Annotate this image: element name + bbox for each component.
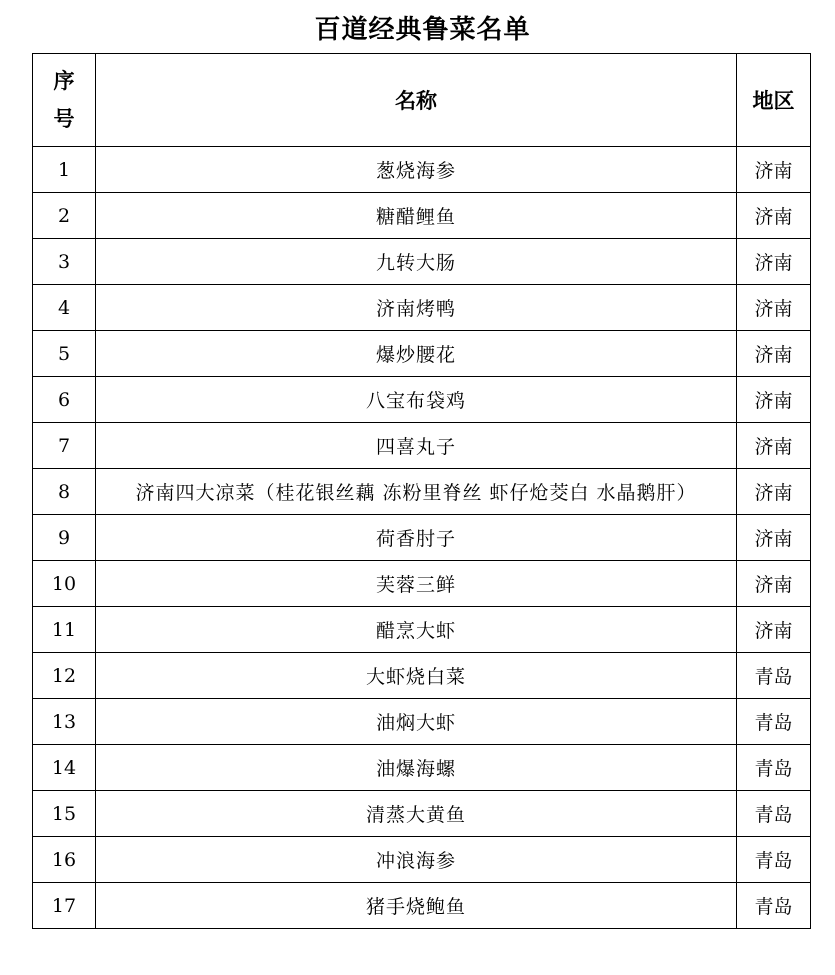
- table-header-row: [33, 54, 811, 147]
- dish-name: 葱烧海参: [96, 147, 737, 193]
- dish-region: 济南: [737, 469, 811, 515]
- table-row: [33, 653, 811, 699]
- table-row: [33, 745, 811, 791]
- row-number: 1: [33, 147, 96, 193]
- dish-name: 清蒸大黄鱼: [96, 791, 737, 837]
- dish-region: 青岛: [737, 653, 811, 699]
- table-row: [33, 193, 811, 239]
- dish-region: 济南: [737, 377, 811, 423]
- table-row: [33, 791, 811, 837]
- row-number: 12: [33, 653, 96, 699]
- dish-region: 济南: [737, 239, 811, 285]
- table-row: [33, 561, 811, 607]
- table-row: [33, 285, 811, 331]
- dish-region: 济南: [737, 561, 811, 607]
- table-row: [33, 239, 811, 285]
- table-row: [33, 423, 811, 469]
- row-number: 16: [33, 837, 96, 883]
- dish-name: 冲浪海参: [96, 837, 737, 883]
- table-row: [33, 147, 811, 193]
- header-region: 地区: [737, 54, 811, 147]
- row-number: 3: [33, 239, 96, 285]
- dish-region: 济南: [737, 515, 811, 561]
- dish-name: 济南四大凉菜（桂花银丝藕 冻粉里脊丝 虾仔炝茭白 水晶鹅肝）: [96, 469, 737, 515]
- dish-region: 青岛: [737, 791, 811, 837]
- dish-name: 油焖大虾: [96, 699, 737, 745]
- dish-name: 大虾烧白菜: [96, 653, 737, 699]
- dish-name: 醋烹大虾: [96, 607, 737, 653]
- dish-region: 青岛: [737, 699, 811, 745]
- row-number: 17: [33, 883, 96, 929]
- row-number: 2: [33, 193, 96, 239]
- dish-region: 济南: [737, 285, 811, 331]
- dish-name: 糖醋鲤鱼: [96, 193, 737, 239]
- dish-region: 青岛: [737, 883, 811, 929]
- dish-name: 荷香肘子: [96, 515, 737, 561]
- row-number: 13: [33, 699, 96, 745]
- table-row: [33, 607, 811, 653]
- row-number: 5: [33, 331, 96, 377]
- row-number: 10: [33, 561, 96, 607]
- table-row: [33, 377, 811, 423]
- row-number: 14: [33, 745, 96, 791]
- table-row: [33, 699, 811, 745]
- dish-name: 爆炒腰花: [96, 331, 737, 377]
- row-number: 11: [33, 607, 96, 653]
- table-row: [33, 331, 811, 377]
- row-number: 15: [33, 791, 96, 837]
- table-row: [33, 469, 811, 515]
- row-number: 9: [33, 515, 96, 561]
- dish-region: 青岛: [737, 745, 811, 791]
- dish-region: 济南: [737, 193, 811, 239]
- dish-region: 济南: [737, 607, 811, 653]
- table-row: [33, 883, 811, 929]
- row-number: 6: [33, 377, 96, 423]
- table-row: [33, 837, 811, 883]
- page-title: 百道经典鲁菜名单: [314, 15, 531, 45]
- row-number: 8: [33, 469, 96, 515]
- dish-name: 八宝布袋鸡: [96, 377, 737, 423]
- table-body: [33, 147, 811, 929]
- dish-name: 油爆海螺: [96, 745, 737, 791]
- row-number: 7: [33, 423, 96, 469]
- dish-name: 九转大肠: [96, 239, 737, 285]
- header-number: 序号: [33, 54, 96, 147]
- dish-table: [32, 53, 811, 929]
- row-number: 4: [33, 285, 96, 331]
- dish-name: 四喜丸子: [96, 423, 737, 469]
- dish-region: 济南: [737, 423, 811, 469]
- dish-region: 济南: [737, 147, 811, 193]
- header-name: 名称: [96, 54, 737, 147]
- dish-region: 青岛: [737, 837, 811, 883]
- dish-region: 济南: [737, 331, 811, 377]
- dish-name: 芙蓉三鲜: [96, 561, 737, 607]
- dish-name: 猪手烧鲍鱼: [96, 883, 737, 929]
- dish-name: 济南烤鸭: [96, 285, 737, 331]
- table-row: [33, 515, 811, 561]
